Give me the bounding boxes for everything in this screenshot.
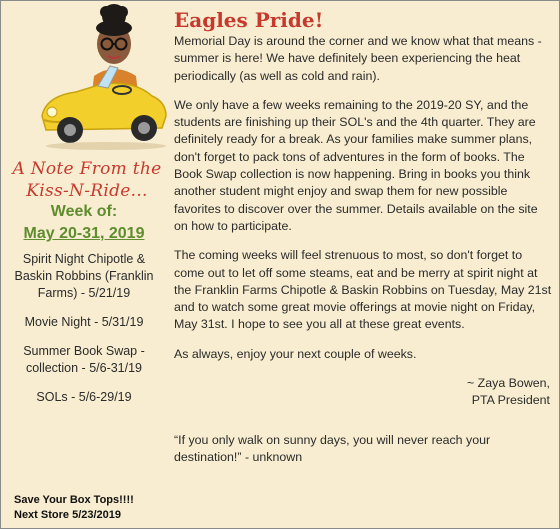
note-title-line2: Kiss-N-Ride...	[26, 181, 148, 201]
signature-name: ~ Zaya Bowen,	[467, 376, 550, 391]
note-title	[4, 158, 170, 202]
closing-quote: “If you only walk on sunny days, you will never reach your destination!” - unknown	[174, 432, 491, 464]
event-list	[6, 251, 162, 418]
box-tops-line1: Save Your Box Tops!!!!	[14, 494, 134, 506]
car-mascot-illustration	[36, 4, 170, 154]
letter	[174, 8, 554, 466]
event-movie-night: Movie Night - 5/31/19	[24, 315, 144, 329]
week-label: Week of:	[50, 203, 118, 220]
letter-paragraph-1: Memorial Day is around the corner and we know what that means - summer is here! We have definitely been experiencing the heat periodically (as well as cold and rain).	[174, 34, 542, 83]
week-range: May 20-31, 2019	[23, 225, 145, 242]
letter-paragraph-3: The coming weeks will feel strenuous to most, so don't forget to come out to let off some steams, eat and be merry at spirit night at the Franklin Farms Chipotle & Baskin Robbins on Tuesday, May 21st and to watch some great movie offerings at movie night on Friday, May 31st. I hope to see you all at these great events.	[174, 248, 552, 332]
signature-title: PTA President	[471, 393, 550, 408]
box-tops-line2: Next Store 5/23/2019	[14, 509, 122, 521]
box-tops-note	[14, 493, 134, 523]
sidebar	[0, 0, 168, 529]
letter-paragraph-4: As always, enjoy your next couple of weeks.	[174, 346, 417, 361]
letter-headline: Eagles Pride!	[174, 8, 324, 32]
note-title-line1: A Note From the	[12, 159, 162, 179]
event-sols: SOLs - 5/6-29/19	[36, 390, 132, 404]
event-book-swap: Summer Book Swap - collection - 5/6-31/19	[23, 344, 145, 375]
event-spirit-night: Spirit Night Chipotle & Baskin Robbins (Franklin Farms) - 5/21/19	[14, 252, 154, 300]
signature	[174, 375, 550, 410]
letter-paragraph-2: We only have a few weeks remaining to the 2019-20 SY, and the students are finishing up their SOL's and the 4th quarter. They are definitely ready for a break. As your families make summer plans, don't forget to pack tons of adventures in the form of books. The Book Swap collection is now happening. Bring in books you think another student might enjoy and swap them for new possible favorites to discover over the summer. Details available on the site on how to participate.	[174, 97, 538, 233]
